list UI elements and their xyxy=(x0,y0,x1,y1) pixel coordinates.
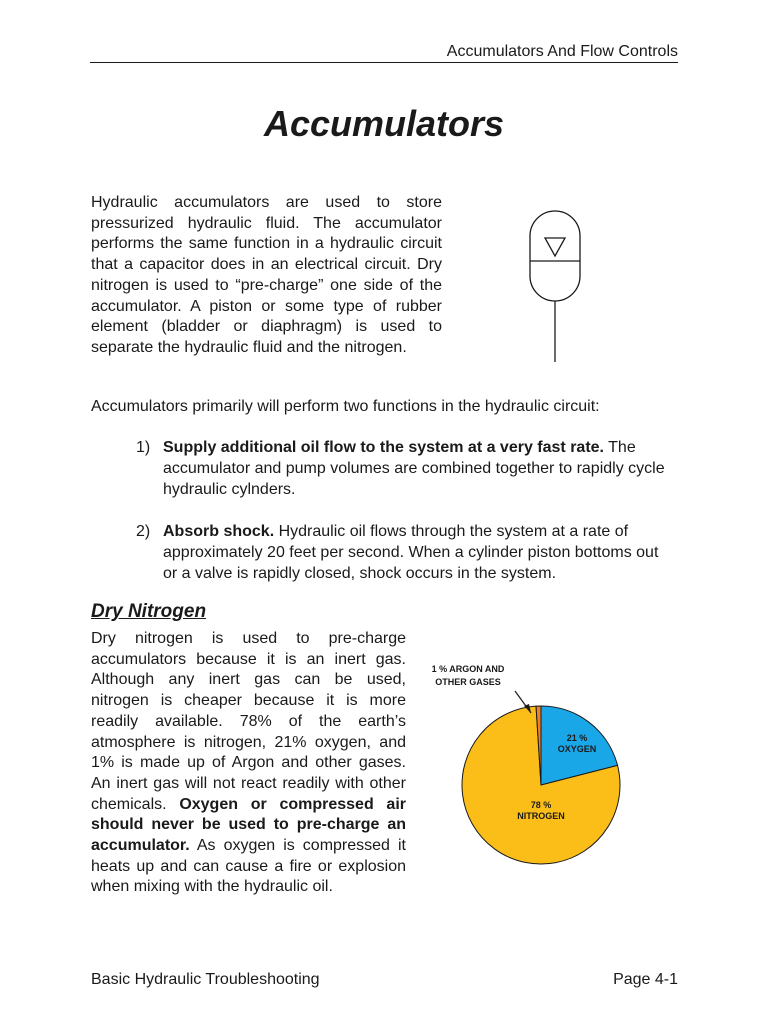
pie-label-argon-line1: 1 % ARGON AND xyxy=(431,664,505,674)
footer-book-title: Basic Hydraulic Troubleshooting xyxy=(91,971,320,988)
functions-lead: Accumulators primarily will perform two functions in the hydraulic circuit: xyxy=(91,398,600,415)
accumulator-symbol-icon xyxy=(520,196,590,366)
paragraph-text: As oxygen is compressed it heats up and can cause a fire or explosion when mixing with the hydraulic oil. xyxy=(91,837,406,896)
gas-composition-pie-chart xyxy=(420,655,640,875)
paragraph-text: Dry nitrogen is used to pre-charge accumulators because it is an inert gas. Although any inert gas can be used, nitrogen is cheaper because it is more readily available. 78% of the earth’s atmosphere is nitrogen, 21% oxygen, and 1% is made up of Argon and other gases. An inert gas will not react readily with other chemicals. xyxy=(91,630,406,813)
header-rule xyxy=(90,62,678,63)
pie-label-nitrogen-line1: 78 % xyxy=(530,800,552,810)
running-header: Accumulators And Flow Controls xyxy=(446,43,678,60)
pie-label-argon-line2: OTHER GASES xyxy=(435,677,501,687)
section-title: Dry Nitrogen xyxy=(91,601,207,622)
function-number: 1) xyxy=(136,439,151,456)
function-text: Hydraulic oil flows through the system at a rate of approximately 20 feet per second. When a cylinder piston bottoms out or a valve is rapidly closed, shock occurs in the system. xyxy=(163,523,659,582)
function-number: 2) xyxy=(136,523,151,540)
function-item-1 xyxy=(136,437,676,500)
pie-label-oxygen-line1: 21 % xyxy=(566,733,588,743)
pie-label-nitrogen-line2: NITROGEN xyxy=(517,811,565,821)
intro-paragraph: Hydraulic accumulators are used to store pressurized hydraulic fluid. The accumulator performs the same function in a hydraulic circuit that a capacitor does in an electrical circuit. Dry nitrogen is used to “pre-charge” one side of the accumulator. A piston or some type of rubber element (bladder or diaphragm) is used to separate the hydraulic fluid and the nitrogen. xyxy=(91,194,442,356)
page-title: Accumulators xyxy=(263,103,505,144)
function-heading: Supply additional oil flow to the system at a very fast rate. xyxy=(163,439,604,456)
function-text: The accumulator and pump volumes are combined together to rapidly cycle hydraulic cylnders. xyxy=(163,439,665,498)
function-item-2 xyxy=(136,521,676,584)
warning-text: Oxygen or compressed air should never be used to pre-charge an accumulator. xyxy=(91,795,407,855)
function-heading: Absorb shock. xyxy=(163,523,275,540)
dry-nitrogen-paragraph xyxy=(91,629,406,898)
footer-page-number: Page 4-1 xyxy=(613,971,678,988)
pie-label-oxygen-line2: OXYGEN xyxy=(557,744,597,754)
